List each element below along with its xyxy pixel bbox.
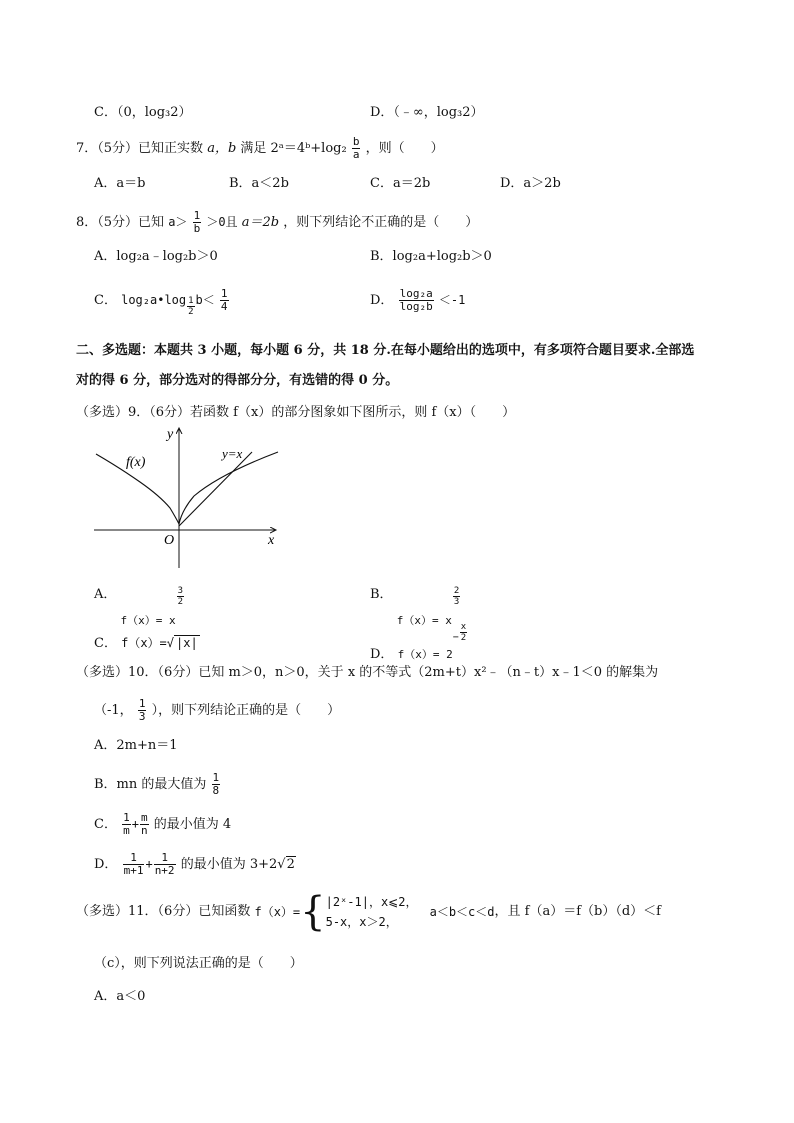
q9-label-line: y=x xyxy=(222,446,243,461)
q11-fx: f（x）= xyxy=(254,905,301,919)
q8-option-c-fraction xyxy=(220,288,229,313)
q9-option-d-exponent xyxy=(460,622,467,643)
q10-option-b-num: 1 xyxy=(212,771,220,784)
q10-stem2-fraction xyxy=(138,698,147,723)
q9-curve-right xyxy=(179,452,278,524)
q10-option-d-f1-den: m+1 xyxy=(123,864,144,877)
q11-stem-pre: （多选）11．（6分）已知函数 xyxy=(76,904,251,919)
q10-stem2-post: ），则下列结论正确的是（ ） xyxy=(151,703,341,718)
q9-option-d-exp-den: 2 xyxy=(460,633,467,643)
q8-option-c-base-num: 1 xyxy=(188,296,194,306)
q10-option-d-f2-den: n+2 xyxy=(154,864,175,877)
q8-stem xyxy=(76,210,478,235)
q10-option-c-post: 的最小值为 4 xyxy=(153,817,232,832)
q10-option-d-plus: + xyxy=(145,857,153,871)
q6-option-d: D．（﹣∞，log₃2） xyxy=(370,105,484,120)
q11-piece1: |2ˣ-1|，x⩽2， xyxy=(325,895,418,909)
q9-option-a-exp-num: 3 xyxy=(177,586,184,596)
q10-option-c-frac1 xyxy=(122,812,131,837)
q8-stem-a: a＞ xyxy=(168,215,188,229)
q8-option-c-frac-num: 1 xyxy=(220,287,228,300)
q10-option-d-frac2 xyxy=(154,852,176,877)
q8-fraction xyxy=(193,210,202,235)
q9-stem: （多选）9．（6分）若函数 f（x）的部分图象如下图所示，则 f（x）（ ） xyxy=(76,405,516,420)
q9-label-fx: f(x) xyxy=(126,455,146,470)
q7-stem-post: ，则（ ） xyxy=(365,141,444,156)
q9-option-a xyxy=(94,586,185,627)
q8-option-a: A．log₂a﹣log₂b＞0 xyxy=(94,249,218,264)
q10-option-d-f1-num: 1 xyxy=(123,852,145,865)
q10-option-d-frac1 xyxy=(123,852,145,877)
q11-stem-post: ，且 f（a）＝f（b）（d）＜f xyxy=(494,904,661,919)
q9-label-y-axis: y xyxy=(167,427,174,442)
q8-option-c-base xyxy=(187,296,194,317)
q9-line-y-eq-x xyxy=(179,452,252,526)
q10-option-d-label: D． xyxy=(94,857,118,872)
q8-stem-post: ，则下列结论不正确的是（ ） xyxy=(283,215,479,230)
q10-option-b-fraction xyxy=(212,772,221,797)
q10-stem: （多选）10．（6分）已知 m＞0，n＞0，关于 x 的不等式（2m+t）x²﹣（n﹣t）x﹣1＜0 的解集为 xyxy=(76,665,659,680)
q10-option-b xyxy=(94,772,221,797)
q7-stem-vars: a，b xyxy=(207,141,237,156)
q10-option-c-f2-den: n xyxy=(140,824,148,837)
q8-option-c-label: C． xyxy=(94,293,117,308)
q9-option-c-label: C． xyxy=(94,636,117,651)
q8-option-d-label: D． xyxy=(370,293,394,308)
q8-frac-num: 1 xyxy=(193,209,201,222)
q9-graph xyxy=(90,424,290,572)
q10-option-d xyxy=(94,852,296,877)
q10-option-c-f1-num: 1 xyxy=(123,811,130,824)
q7-stem-mid: 满足 2ᵃ＝4ᵇ+log₂ xyxy=(240,141,347,156)
q11-option-a: A．a＜0 xyxy=(94,989,146,1004)
q11-stem xyxy=(76,889,661,936)
q9-option-c-radicand: |x| xyxy=(176,636,198,650)
q6-option-c: C．（0，log₃2） xyxy=(94,105,192,120)
q8-stem-pre: 8．（5分）已知 xyxy=(76,215,165,230)
q11-piece2: 5-x，x＞2， xyxy=(325,915,398,929)
q8-option-c-tail: b＜ xyxy=(195,293,215,307)
q7-option-b: B．a＜2b xyxy=(229,176,289,191)
q10-option-c-frac2 xyxy=(140,812,149,837)
q11-pieces xyxy=(326,892,418,932)
q7-option-a: A．a＝b xyxy=(94,176,146,191)
q10-option-b-den: 8 xyxy=(212,784,220,797)
q10-option-c-f1-den: m xyxy=(123,824,130,837)
q9-option-a-label: A． xyxy=(94,587,117,602)
q9-option-d-label: D． xyxy=(370,647,394,662)
q8-option-c-expr: log₂a•log xyxy=(121,293,187,307)
q7-frac-den: a xyxy=(352,148,360,161)
q10-option-b-pre: B．mn 的最大值为 xyxy=(94,777,207,792)
q9-option-d-expr: f（x）= 2 xyxy=(397,648,453,661)
section2-line1: 二、多选题：本题共 3 小题，每小题 6 分，共 18 分.在每小题给出的选项中，有多项符合题目要求.全部选 xyxy=(76,343,695,358)
q9-option-c-radical: √ |x| xyxy=(166,636,198,650)
q9-option-c xyxy=(94,634,200,653)
q10-option-d-f2-num: 1 xyxy=(154,852,176,865)
q7-fraction xyxy=(352,136,361,161)
q9-option-d-minus: − xyxy=(452,632,459,643)
q10-option-d-post: 的最小值为 3+2 xyxy=(180,857,278,872)
q9-option-b xyxy=(370,586,461,627)
q10-stem-line2 xyxy=(94,698,340,723)
q8-option-b: B．log₂a+log₂b＞0 xyxy=(370,249,492,264)
q9-option-d-exp-num: x xyxy=(460,622,467,632)
q9-option-b-exp-num: 2 xyxy=(453,586,460,596)
q10-option-c-label: C． xyxy=(94,817,117,832)
q8-option-d-fraction xyxy=(399,288,434,313)
q10-option-a: A．2m+n＝1 xyxy=(94,738,178,753)
q10-option-c-f2-num: m xyxy=(140,811,148,824)
q11-brace: { xyxy=(300,889,326,935)
q9-option-b-exponent xyxy=(453,586,460,607)
q7-option-d: D．a＞2b xyxy=(500,176,561,191)
q8-option-d xyxy=(370,288,465,313)
q9-option-a-expr: f（x）= x xyxy=(120,614,176,627)
q9-option-b-label: B． xyxy=(370,587,393,602)
q10-option-c-plus: + xyxy=(131,817,139,831)
q9-label-x-axis: x xyxy=(268,533,275,548)
q8-stem-gt0: ＞0且 xyxy=(206,215,238,229)
q7-frac-num: b xyxy=(352,135,360,148)
q10-option-d-radicand: 2 xyxy=(286,857,295,872)
q9-option-b-expr: f（x）= x xyxy=(396,614,452,627)
q9-option-d xyxy=(370,622,468,662)
q7-stem xyxy=(76,136,444,161)
q11-stem-line2: （c），则下列说法正确的是（ ） xyxy=(94,956,303,971)
q11-cond: a＜b＜c＜d xyxy=(429,905,495,919)
q8-option-d-tail: ＜-1 xyxy=(438,293,466,307)
q9-option-a-exp-den: 2 xyxy=(177,597,184,607)
q8-option-c-frac-den: 4 xyxy=(220,300,228,313)
q10-option-c xyxy=(94,812,231,837)
q8-option-d-den: log₂b xyxy=(399,300,433,313)
q8-stem-cond: a＝2b xyxy=(241,215,280,230)
q8-option-d-num: log₂a xyxy=(399,287,433,300)
q9-option-a-exponent xyxy=(177,586,184,607)
q8-option-c-base-den: 2 xyxy=(188,307,194,317)
q8-frac-den: b xyxy=(193,222,201,235)
q8-option-c xyxy=(94,288,230,317)
q10-stem2-num: 1 xyxy=(138,697,146,710)
q9-option-c-expr: f（x）= xyxy=(121,636,167,650)
q9-label-origin: O xyxy=(164,533,175,548)
q10-stem2-pre: （-1， xyxy=(94,703,133,718)
section2-line2: 对的得 6 分，部分选对的得部分分，有选错的得 0 分。 xyxy=(76,373,399,388)
q9-option-b-exp-den: 3 xyxy=(453,597,460,607)
q7-option-c: C．a＝2b xyxy=(370,176,431,191)
q10-option-d-radical: √2 xyxy=(277,857,295,872)
q10-stem2-den: 3 xyxy=(138,710,146,723)
q7-stem-pre: 7．（5分）已知正实数 xyxy=(76,141,204,156)
